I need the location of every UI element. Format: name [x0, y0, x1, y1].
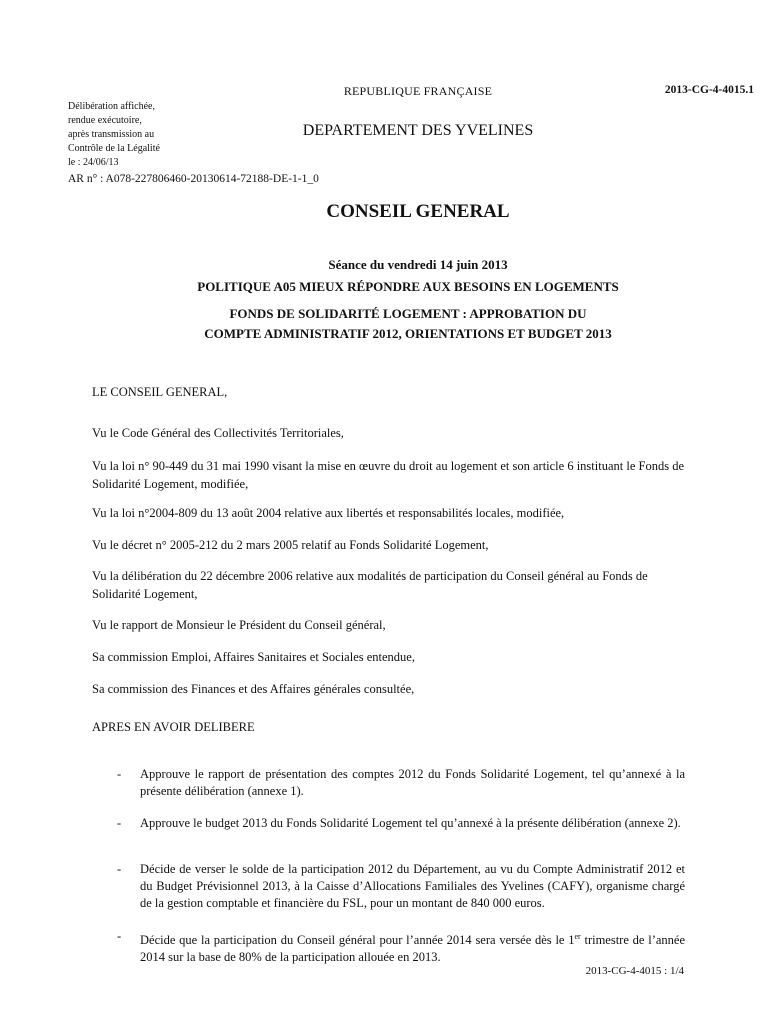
superscript-er: er: [574, 932, 581, 941]
seance-date: Séance du vendredi 14 juin 2013: [328, 257, 508, 272]
stamp-line: Délibération affichée,: [68, 101, 155, 112]
decision-item: Approuve le rapport de présentation des comptes 2012 du Fonds Solidarité Logement, tel qu’annexé à la présente délibération (annexe 1).: [140, 767, 685, 798]
decision-item: [140, 928, 685, 966]
conseil-general-title: CONSEIL GENERAL: [326, 201, 510, 222]
vu-paragraph: Vu la délibération du 22 décembre 2006 relative aux modalités de participation du Conseil général au Fonds de Solidarité Logement,: [92, 569, 648, 601]
stamp-line: après transmission au: [68, 129, 155, 140]
bullet-marker: -: [117, 816, 122, 830]
stamp-line: le : 24/06/13: [68, 157, 119, 168]
vu-paragraph: Vu la loi n°2004-809 du 13 août 2004 relative aux libertés et responsabilités locales, modifiée,: [92, 506, 565, 520]
bullet-marker: -: [117, 767, 122, 781]
commission-line: Sa commission des Finances et des Affaires générales consultée,: [92, 682, 415, 696]
document-reference: 2013-CG-4-4015.1: [664, 84, 754, 96]
departement-title: DEPARTEMENT DES YVELINES: [302, 122, 534, 139]
page-footer: [586, 965, 684, 977]
stamp-line: rendue exécutoire,: [68, 115, 142, 126]
footer-ref: 2013-CG-4-4015 :: [585, 965, 670, 977]
vu-paragraph: Vu le rapport de Monsieur le Président du Conseil général,: [92, 618, 386, 632]
ar-number: AR n° : A078-227806460-20130614-72188-DE-1-1_0: [68, 173, 319, 185]
bullet-marker: -: [117, 929, 122, 943]
objet-line: COMPTE ADMINISTRATIF 2012, ORIENTATIONS ET BUDGET 2013: [204, 326, 612, 341]
vu-paragraph: Vu le décret n° 2005-212 du 2 mars 2005 relatif au Fonds Solidarité Logement,: [92, 538, 489, 552]
decision-item: Décide de verser le solde de la participation 2012 du Département, au vu du Compte Administratif 2012 et du Budget Prévisionnel 2013, à la Caisse d’Allocations Familiales des Yvelines (CAFY), organisme chargé de la gestion comptable et financière du FSL, pour un montant de 840 000 euros.: [140, 862, 685, 910]
politique-heading: POLITIQUE A05 MIEUX RÉPONDRE AUX BESOINS EN LOGEMENTS: [197, 279, 619, 294]
vu-paragraph: Vu le Code Général des Collectivités Territoriales,: [92, 426, 344, 440]
decision-text: Décide que la participation du Conseil général pour l’année 2014 sera versée dès le 1: [140, 933, 575, 948]
stamp-line: Contrôle de la Légalité: [68, 143, 160, 154]
decision-item: Approuve le budget 2013 du Fonds Solidarité Logement tel qu’annexé à la présente délibération (annexe 2).: [140, 816, 681, 830]
page-number: 1/4: [669, 965, 684, 977]
opening-line: LE CONSEIL GENERAL,: [92, 385, 228, 399]
commission-line: Sa commission Emploi, Affaires Sanitaires et Sociales entendue,: [92, 650, 415, 664]
bullet-marker: -: [117, 862, 122, 876]
vu-paragraph: Vu la loi n° 90-449 du 31 mai 1990 visant la mise en œuvre du droit au logement et son article 6 instituant le Fonds de Solidarité Logement, modifiée,: [92, 459, 684, 491]
republique-francaise: REPUBLIQUE FRANÇAISE: [343, 84, 493, 98]
decision-text: trimestre de l’année 2014 sur la base de 80% de la participation allouée en 2013.: [140, 933, 685, 965]
apres-deliberation: APRES EN AVOIR DELIBERE: [92, 720, 255, 734]
objet-line: FONDS DE SOLIDARITÉ LOGEMENT : APPROBATION DU: [229, 306, 587, 321]
objet-heading: [0, 304, 770, 344]
